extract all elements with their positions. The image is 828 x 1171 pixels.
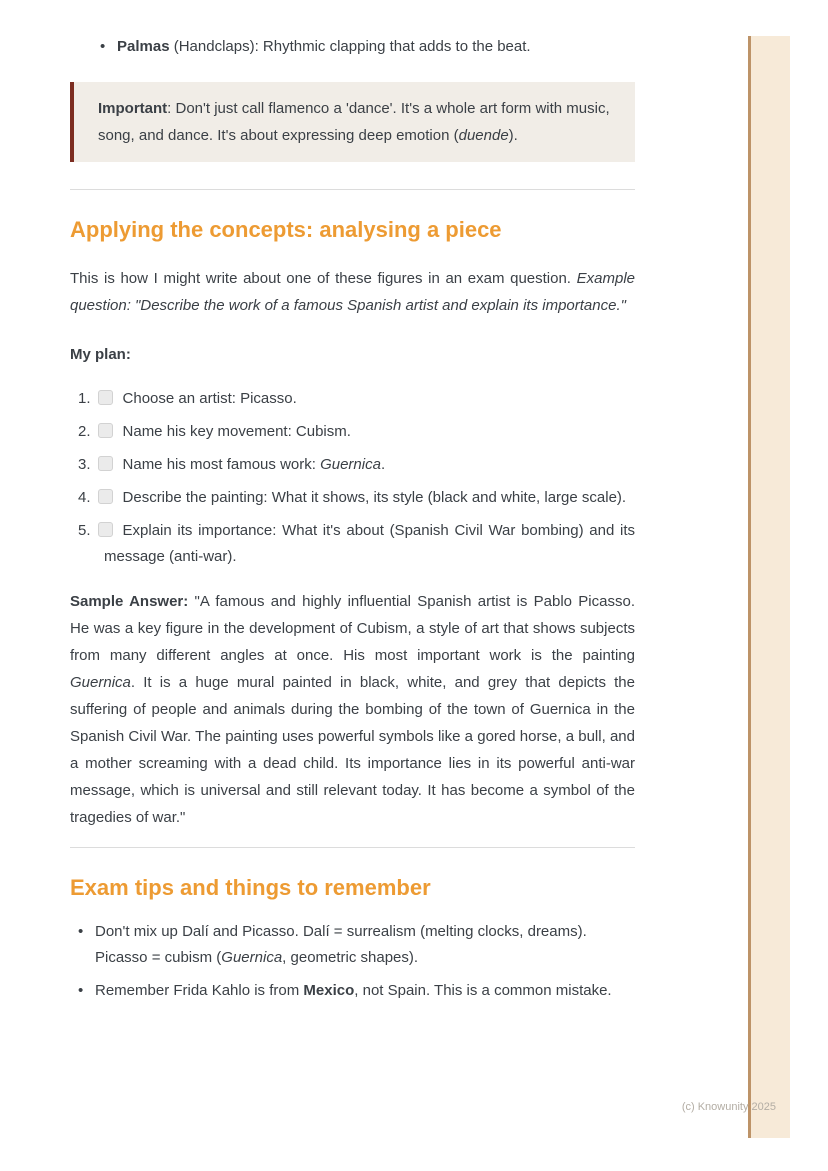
bullet-text: Remember Frida Kahlo is from Mexico, not Spain. This is a common mistake. [95, 982, 612, 999]
list-item [78, 518, 635, 570]
sample-answer-paragraph: Sample Answer: "A famous and highly influential Spanish artist is Pablo Picasso. He was a key figure in the development of Cubism, a style of art that shows subjects from many different angles at once. His most important work is the painting Guernica. It is a huge mural painted in black, white, and grey that depicts the suffering of people and animals during the bombing of the town of Guernica in the Spanish Civil War. The painting uses powerful symbols like a gored horse, a bull, and a mother screaming with a dead child. Its importance lies in its powerful anti-war message, which is universal and still relevant today. It has become a symbol of the tragedies of war." [70, 593, 635, 826]
callout-text: Important: Don't just call flamenco a 'dance'. It's a whole art form with music, song, and dance. It's about expressing deep emotion (duende). [98, 100, 610, 144]
bullet-text: Don't mix up Dalí and Picasso. Dalí = surrealism (melting clocks, dreams). Picasso = cubism (Guernica, geometric shapes). [95, 923, 587, 966]
list-item [78, 485, 635, 511]
important-callout [70, 82, 635, 162]
section-divider [70, 847, 635, 848]
plan-item-text: Choose an artist: Picasso. [122, 390, 297, 407]
tips-list [78, 919, 635, 1004]
section-heading: Applying the concepts: analysing a piece [70, 217, 502, 242]
bullet-marker: • [78, 923, 84, 940]
list-item [78, 978, 635, 1004]
plan-item-text: Name his key movement: Cubism. [122, 423, 351, 440]
section-heading: Exam tips and things to remember [70, 875, 431, 900]
checkbox[interactable] [98, 522, 113, 537]
plan-item-text: Explain its importance: What it's about (Spanish Civil War bombing) and its message (anti-war). [104, 522, 635, 565]
footer-copyright: (c) Knowunity 2025 [681, 1101, 776, 1113]
plan-item-number: 3. [78, 456, 91, 473]
plan-item-text: Name his most famous work: Guernica. [122, 456, 386, 473]
intro-paragraph: This is how I might write about one of these figures in an exam question. Example question: "Describe the work of a famous Spanish artist and explain its importance." [70, 270, 635, 314]
section-divider [70, 189, 635, 190]
list-item [78, 452, 635, 478]
page-edge-decoration [748, 36, 790, 1138]
checkbox[interactable] [98, 456, 113, 471]
checkbox[interactable] [98, 423, 113, 438]
plan-item-number: 1. [78, 390, 91, 407]
bullet-text: Palmas (Handclaps): Rhythmic clapping that adds to the beat. [117, 38, 531, 55]
document-content [70, 0, 635, 1004]
plan-item-number: 2. [78, 423, 91, 440]
plan-label: My plan: [70, 346, 131, 363]
list-item [78, 386, 635, 412]
bullet-marker: • [78, 982, 84, 999]
list-item [100, 34, 635, 60]
checkbox[interactable] [98, 390, 113, 405]
plan-item-number: 4. [78, 489, 91, 506]
list-item [78, 419, 635, 445]
plan-list [78, 386, 635, 570]
plan-item-number: 5. [78, 522, 91, 539]
plan-item-text: Describe the painting: What it shows, its style (black and white, large scale). [122, 489, 627, 506]
checkbox[interactable] [98, 489, 113, 504]
bullet-marker: • [100, 38, 106, 55]
list-item [78, 919, 635, 971]
